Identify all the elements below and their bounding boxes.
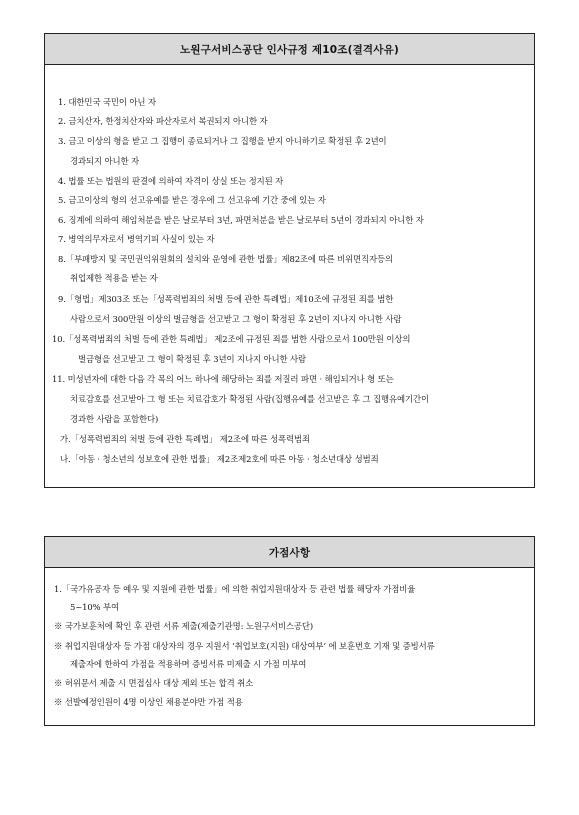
bonus-points-section xyxy=(44,536,535,726)
list-item: 5. 금고이상의 형의 선고유예를 받은 경우에 그 선고유예 기간 중에 있는 자 xyxy=(58,195,326,205)
list-item-continuation: 사람으로서 300만원 이상의 벌금형을 선고받고 그 형이 확정된 후 2년이 지나지 아니한 사람 xyxy=(70,314,402,324)
note-item-continuation: 제출자에 한하여 가점을 적용하며 증빙서류 미제출 시 가점 미부여 xyxy=(70,659,307,669)
sub-list-item: 나.「아동 · 청소년의 성보호에 관한 법률」 제2조제2호에 따른 아동 · 청소년대상 성범죄 xyxy=(60,454,379,464)
disqualification-section xyxy=(44,33,535,488)
list-item: 7. 병역의무자로서 병역기피 사실이 있는 자 xyxy=(58,234,215,244)
note-item: ※ 국가보훈처에 확인 후 관련 서류 제출(제출기관명: 노원구서비스공단) xyxy=(54,621,313,631)
list-item-continuation: 5~10% 부여 xyxy=(70,602,120,612)
list-item: 2. 금치산자, 한정치산자와 파산자로서 복권되지 아니한 자 xyxy=(58,116,268,126)
list-item: 9.「형법」제303조 또는「성폭력범죄의 처벌 등에 관한 특례법」제10조에 규정된 죄를 범한 xyxy=(58,294,394,304)
note-item: ※ 취업지원대상자 등 가점 대상자의 경우 지원서 ‘취업보호(지원) 대상여부’ 에 보훈번호 기재 및 증빙서류 xyxy=(54,641,435,651)
list-item: 6. 징계에 의하여 해임처분을 받은 날로부터 3년, 파면처분을 받은 날로부터 5년이 경과되지 아니한 자 xyxy=(58,215,424,225)
note-item: ※ 선발예정인원이 4명 이상인 채용분야만 가점 적용 xyxy=(54,697,243,707)
list-item: 1. 대한민국 국민이 아닌 자 xyxy=(58,97,156,107)
list-item: 10.「성폭력범죄의 처벌 등에 관한 특례법」 제2조에 규정된 죄를 범한 사람으로서 100만원 이상의 xyxy=(52,334,411,344)
list-item-continuation: 벌금형을 선고받고 그 형이 확정된 후 3년이 지나지 아니한 사람 xyxy=(78,354,307,364)
list-item-continuation: 경과한 사람을 포함한다) xyxy=(70,414,159,424)
list-item-continuation: 경과되지 아니한 자 xyxy=(70,156,140,166)
list-item-continuation: 취업제한 적용을 받는 자 xyxy=(70,273,158,283)
list-item-continuation: 치료감호를 선고받아 그 형 또는 치료감호가 확정된 사람(집행유예를 선고받은 후 그 집행유예기간이 xyxy=(70,394,429,404)
list-item: 8.「부패방지 및 국민권익위원회의 설치와 운영에 관한 법률」제82조에 따른 비위면직자등의 xyxy=(58,254,393,264)
disqualification-title: 노원구서비스공단 인사규정 제10조(결격사유) xyxy=(45,34,534,65)
sub-list-item: 가.「성폭력범죄의 처벌 등에 관한 특례법」 제2조에 따른 성폭력범죄 xyxy=(60,434,311,444)
list-item: 11. 미성년자에 대한 다음 각 목의 어느 하나에 해당하는 죄를 저질러 파면 · 해임되거나 형 또는 xyxy=(52,374,394,384)
note-item: ※ 허위문서 제출 시 면접심사 대상 제외 또는 합격 취소 xyxy=(54,678,254,688)
bonus-points-title: 가점사항 xyxy=(45,537,534,568)
list-item: 1.「국가유공자 등 예우 및 지원에 관한 법률」에 의한 취업지원대상자 등 관련 법률 해당자 가점비율 xyxy=(54,584,416,594)
list-item: 3. 금고 이상의 형을 받고 그 집행이 종료되거나 그 집행을 받지 아니하기로 확정된 후 2년이 xyxy=(58,136,387,146)
list-item: 4. 법률 또는 법원의 판결에 의하여 자격이 상실 또는 정지된 자 xyxy=(58,176,284,186)
